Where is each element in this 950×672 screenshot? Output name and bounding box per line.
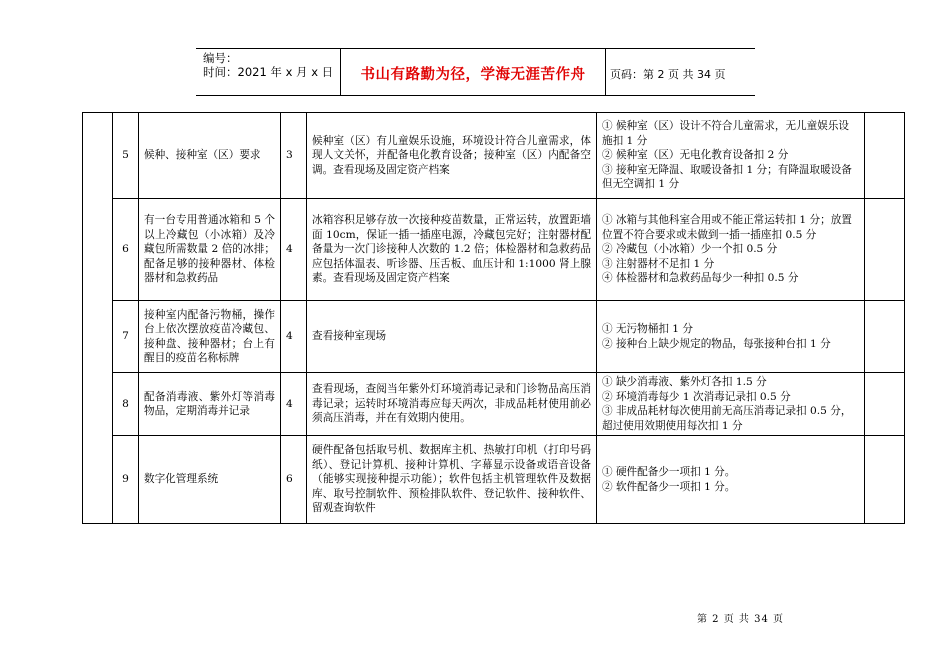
deduct-line: ① 无污物桶扣 1 分 (602, 323, 693, 335)
score-cell: 4 (281, 373, 307, 436)
item-cell: 数字化管理系统 (139, 436, 281, 524)
header-motto: 书山有路勤为径，学海无涯苦作舟 (360, 67, 586, 83)
deduct-line: ② 软件配备少一项扣 1 分。 (602, 480, 736, 493)
header-divider-right (605, 49, 606, 95)
item-cell: 接种室内配备污物桶，操作台上依次摆放疫苗冷藏包、接种盘、接种器材；台上有醒目的疫苗名称标牌 (139, 301, 281, 373)
method-cell: 硬件配备包括取号机、数据库主机、热敏打印机（打印号码纸）、登记计算机、接种计算机、字幕显示设备或语音设备（能够实现接种提示功能）；软件包括主机管理软件及数据库、取号控制软件、预检排队软件、登记软件、接种软件、留观查询软件 (307, 436, 597, 524)
remark-cell (865, 373, 905, 436)
remark-cell (865, 301, 905, 373)
deduct-line: ② 冷藏包（小冰箱）少一个扣 0.5 分 (602, 243, 778, 256)
deduct-line: ② 接种台上缺少规定的物品，每张接种台扣 1 分 (602, 337, 831, 350)
table-row (83, 199, 905, 301)
deduct-cell (597, 436, 865, 524)
table-row (83, 301, 905, 373)
method-cell: 冰箱容积足够存放一次接种疫苗数量，正常运转，放置距墙面 10cm，保证一插一插座电源，冷藏包完好；注射器材配备量为一次门诊接种人次数的 1.2 倍；体检器材和急救药品应包括体温表、听诊器、压舌板、血压计和 1:1000 肾上腺素。查看现场及固定资产档案 (307, 199, 597, 301)
header-number-label: 编号： (203, 51, 238, 65)
score-cell: 6 (281, 436, 307, 524)
deduct-line: ② 环境消毒每少 1 次消毒记录扣 0.5 分 (602, 390, 791, 403)
score-cell: 4 (281, 199, 307, 301)
header-time-label: 时间：2021 年 x 月 x 日 (203, 65, 334, 79)
deduct-line: ① 硬件配备少一项扣 1 分。 (602, 466, 736, 478)
table-row (83, 436, 905, 524)
method-cell: 候种室（区）有儿童娱乐设施，环境设计符合儿童需求，体现人文关怀，并配备电化教育设备；接种室（区）内配备空调。查看现场及固定资产档案 (307, 113, 597, 199)
row-number: 7 (113, 301, 139, 373)
method-cell: 查看现场，查阅当年紫外灯环境消毒记录和门诊物品高压消毒记录；运转时环境消毒应每天两次，非成品耗材使用前必须高压消毒，并在有效期内使用。 (307, 373, 597, 436)
row-number: 8 (113, 373, 139, 436)
header-page-info: 页码：第 2 页 共 34 页 (610, 68, 726, 81)
deduct-line: ④ 体检器材和急救药品每少一种扣 0.5 分 (602, 272, 799, 285)
table-row (83, 373, 905, 436)
score-cell: 4 (281, 301, 307, 373)
item-cell: 候种、接种室（区）要求 (139, 113, 281, 199)
deduct-line: ① 冰箱与其他科室合用或不能正常运转扣 1 分；放置位置不符合要求或未做到一插一插座扣 0.5 分 (602, 214, 852, 241)
header-bottom-line (196, 95, 755, 96)
inspection-table (82, 112, 905, 524)
remark-cell (865, 199, 905, 301)
item-cell: 配备消毒液、紫外灯等消毒物品，定期消毒并记录 (139, 373, 281, 436)
remark-cell (865, 436, 905, 524)
deduct-line: ③ 非成品耗材每次使用前无高压消毒记录扣 0.5 分，超过使用效期使用每次扣 1 分 (602, 405, 852, 432)
row-number: 9 (113, 436, 139, 524)
deduct-cell (597, 113, 865, 199)
page-footer: 第 2 页 共 34 页 (697, 614, 784, 625)
method-cell: 查看接种室现场 (307, 301, 597, 373)
row-number: 5 (113, 113, 139, 199)
deduct-line: ③ 接种室无降温、取暖设备扣 1 分；有降温取暖设备但无空调扣 1 分 (602, 163, 852, 191)
deduct-cell (597, 199, 865, 301)
row-number: 6 (113, 199, 139, 301)
deduct-cell (597, 373, 865, 436)
deduct-line: ② 候种室（区）无电化教育设备扣 2 分 (602, 149, 789, 162)
deduct-cell (597, 301, 865, 373)
header-top-line (196, 48, 755, 49)
score-cell: 3 (281, 113, 307, 199)
header-meta (203, 51, 333, 79)
remark-cell (865, 113, 905, 199)
deduct-line: ③ 注射器材不足扣 1 分 (602, 257, 715, 270)
category-cell (83, 113, 113, 524)
deduct-line: ① 候种室（区）设计不符合儿童需求，无儿童娱乐设施扣 1 分 (602, 120, 850, 147)
item-cell: 有一台专用普通冰箱和 5 个以上冷藏包（小冰箱）及冷藏包所需数量 2 倍的冰排；配备足够的接种器材、体检器材和急救药品 (139, 199, 281, 301)
deduct-line: ① 缺少消毒液、紫外灯各扣 1.5 分 (602, 376, 767, 388)
table-row (83, 113, 905, 199)
